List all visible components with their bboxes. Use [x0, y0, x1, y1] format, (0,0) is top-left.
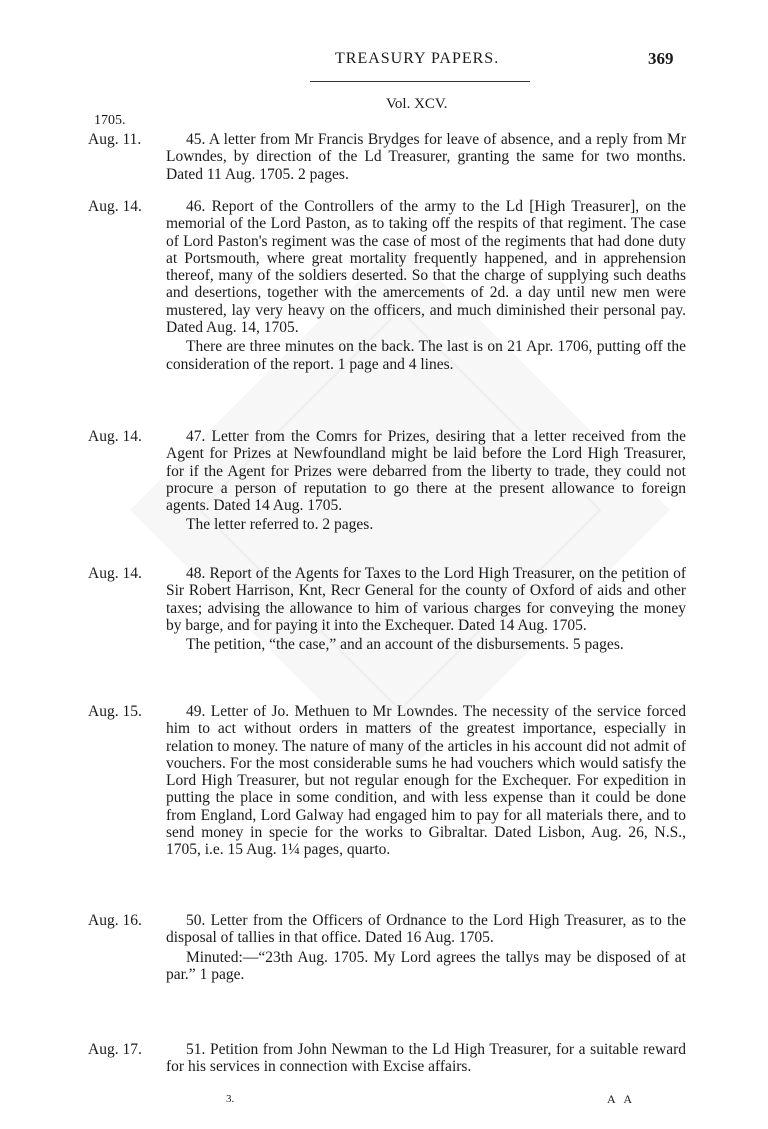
entry-date: Aug. 11. — [88, 131, 142, 148]
entry-date: Aug. 15. — [88, 703, 142, 720]
entry-date: Aug. 14. — [88, 428, 142, 445]
running-title: TREASURY PAPERS. — [335, 50, 500, 67]
entry-paragraph: 45. A letter from Mr Francis Brydges for leave of absence, and a reply from Mr Lowndes, by direction of the Ld Treasurer, granting the same for two months. Dated 11 Aug. 1705. 2 pages. — [166, 131, 686, 183]
entry-body — [166, 428, 686, 534]
entry-minute: Minuted:—“23th Aug. 1705. My Lord agrees the tallys may be disposed of at par.” 1 page. — [166, 948, 686, 983]
footer-signature: 3. — [226, 1093, 235, 1105]
entry-body — [166, 703, 686, 859]
entry-body — [166, 1041, 686, 1076]
entry-body — [166, 912, 686, 983]
running-head — [0, 50, 768, 72]
volume-heading: Vol. XCV. — [386, 96, 448, 112]
entry-body — [166, 198, 686, 373]
entry-date: Aug. 14. — [88, 198, 142, 215]
entry-date: Aug. 14. — [88, 565, 142, 582]
entry-date: Aug. 17. — [88, 1041, 142, 1058]
entry-paragraph: 50. Letter from the Officers of Ordnance to the Lord High Treasurer, as to the disposal of tallies in that office. Dated 16 Aug. 1705. — [166, 912, 686, 947]
footer-sheet-mark: A A — [607, 1092, 636, 1106]
entry-body — [166, 131, 686, 183]
entry-note: The petition, “the case,” and an account of the disbursements. 5 pages. — [186, 636, 624, 654]
page-number: 369 — [648, 49, 674, 68]
entry-paragraph: 46. Report of the Controllers of the army to the Ld [High Treasurer], on the memorial of the Lord Paston, as to taking off the respits of that regiment. The case of Lord Paston's regiment was the case of most of the regiments that had done duty at Portsmouth, where great mortality frequently happened, and in apprehension thereof, many of the soldiers deserted. So that the charge of supplying such deaths and desertions, together with the amercements of 2d. a day until new men were mustered, lay very heavy on the officers, and much diminished their personal pay. Dated Aug. 14, 1705. — [166, 198, 686, 337]
year-marginal: 1705. — [94, 113, 126, 128]
entry-body — [166, 565, 686, 653]
entry-paragraph: 51. Petition from John Newman to the Ld High Treasurer, for a suitable reward for his services in connection with Excise affairs. — [166, 1041, 686, 1076]
header-rule — [310, 81, 530, 82]
entry-note: The letter referred to. 2 pages. — [186, 516, 374, 534]
entry-paragraph: 47. Letter from the Comrs for Prizes, desiring that a letter received from the Agent for Prizes at Newfoundland might be laid before the Lord High Treasurer, for if the Agent for Prizes were debarred from the liberty to trade, they could not procure a person of reputation to go there at the present allowance to foreign agents. Dated 14 Aug. 1705. — [166, 428, 686, 515]
entry-date: Aug. 16. — [88, 912, 142, 929]
entry-note: There are three minutes on the back. The last is on 21 Apr. 1706, putting off the consideration of the report. 1 page and 4 lines. — [166, 338, 686, 373]
entry-paragraph: 49. Letter of Jo. Methuen to Mr Lowndes. The necessity of the service forced him to act without orders in matters of the greatest importance, especially in relation to money. The nature of many of the articles in his account did not admit of vouchers. For the most considerable sums he had vouchers which would satisfy the Lord High Treasurer, but not regular enough for the Exchequer. For expedition in putting the place in some condition, and with less expense than it could be done from England, Lord Galway had engaged him to pay for all materials there, and to send money in specie for the works to Gibraltar. Dated Lisbon, Aug. 26, N.S., 1705, i.e. 15 Aug. 1¼ pages, quarto. — [166, 703, 686, 859]
entry-paragraph: 48. Report of the Agents for Taxes to the Lord High Treasurer, on the petition of Sir Robert Harrison, Knt, Recr General for the county of Oxford of aids and other taxes; advising the allowance to him of various charges for conveying the money by barge, and for paying it into the Exchequer. Dated 14 Aug. 1705. — [166, 565, 686, 634]
